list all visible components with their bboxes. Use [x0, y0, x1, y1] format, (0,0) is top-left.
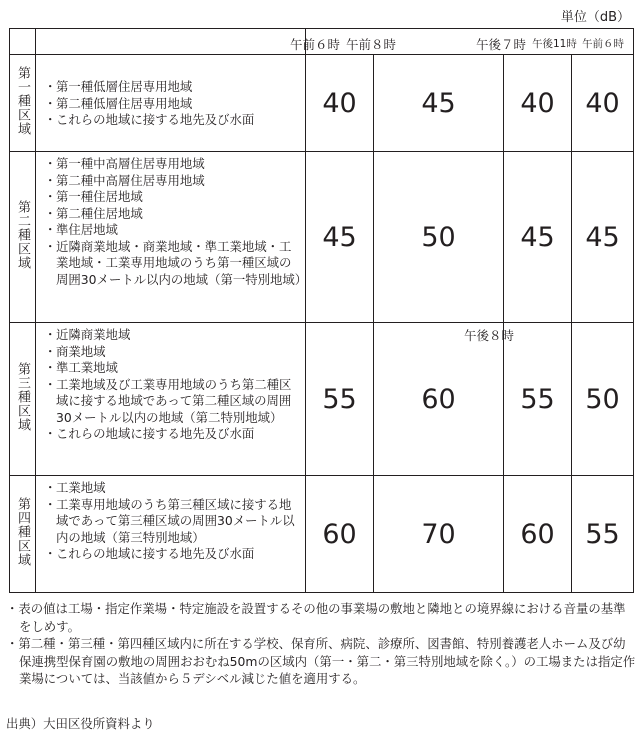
note-text: 表の値は工場・指定作業場・特定施設を設置するその他の事業場の敷地と隣地との境界線における音量の基準をしめす。: [18, 601, 626, 634]
area-item: ・ 第二種住居地域: [44, 206, 301, 223]
area-list: [44, 79, 301, 129]
notes: [6, 600, 636, 688]
value-morning: 40: [306, 55, 374, 152]
area-item: ・ これらの地域に接する地先及び水面: [44, 112, 301, 129]
note-item: ・表の値は工場・指定作業場・特定施設を設置するその他の事業場の敷地と隣地との境界線における音量の基準をしめす。: [6, 601, 626, 634]
area-list: [44, 156, 308, 288]
area-item: ・ 工業専用地域のうち第三種区域に接する地域であって第三種区域の周囲30メートル以内の地域（第三特別地域）: [44, 497, 301, 547]
zone3-evening-start-time: 午後８時: [464, 328, 515, 343]
area-item: ・ 工業地域及び工業専用地域のうち第二種区域に接する地域であって第二種区域の周囲30メートル以内の地域（第二特別地域）: [44, 377, 301, 427]
value-morning: 60: [306, 476, 374, 593]
zone-label-cell: [10, 152, 36, 323]
time-header-row: [10, 29, 634, 55]
note-item: ・第二種・第三種・第四種区域内に所在する学校、保育所、病院、診療所、図書館、特別養護老人ホーム及び幼保連携型保育園の敷地の周囲おおむね50mの区域内（第一・第二・第三特別地域を除く。）の工場または指定作業場については、当該値から５デシベル減じた値を適用する。: [6, 636, 636, 686]
area-item: ・ 第一種住居地域: [44, 189, 301, 206]
time-day-start: 午前８時: [346, 37, 397, 52]
time-night-start: 午後11時: [532, 38, 577, 50]
corner-cell: [10, 29, 36, 55]
area-item: ・ 第一種低層住居専用地域: [44, 79, 301, 96]
zone-row-4: [10, 476, 634, 593]
area-item: ・ 商業地域: [44, 344, 301, 361]
value-night: 55: [572, 476, 634, 593]
value-night: 50: [572, 323, 634, 476]
value-day: 70: [374, 476, 504, 593]
zone-label-cell: [10, 323, 36, 476]
zone-label: 第三種区域: [15, 362, 30, 432]
area-header-cell: [36, 29, 306, 55]
zone-row-1: [10, 55, 634, 152]
zone-label-cell: [10, 55, 36, 152]
area-list: [44, 480, 301, 563]
note-text: 第二種・第三種・第四種区域内に所在する学校、保育所、病院、診療所、図書館、特別養護老人ホーム及び幼保連携型保育園の敷地の周囲おおむね50mの区域内（第一・第二・第三特別地域を除く。）の工場または指定作業場については、当該値から５デシベル減じた値を適用する。: [18, 636, 636, 686]
value-evening: 40: [504, 55, 572, 152]
unit-label: 単位（dB）: [560, 10, 630, 25]
area-cell: [36, 323, 306, 476]
time-header-cell: [290, 29, 634, 55]
value-evening: 45: [504, 152, 572, 323]
time-night-end: 午前６時: [582, 38, 624, 50]
value-night: 45: [572, 152, 634, 323]
value-day: [374, 323, 504, 476]
zone-row-3: [10, 323, 634, 476]
area-list: [44, 327, 301, 443]
area-item: ・ これらの地域に接する地先及び水面: [44, 426, 301, 443]
area-item: ・ 近隣商業地域・商業地域・準工業地域・工業地域・工業専用地域のうち第一種区域の周囲30メートル以内の地域（第一特別地域）: [44, 239, 301, 289]
value-night: 40: [572, 55, 634, 152]
area-cell: [36, 152, 306, 323]
value-morning: 45: [306, 152, 374, 323]
zone-label-cell: [10, 476, 36, 593]
area-item: ・ 準工業地域: [44, 360, 301, 377]
time-evening-start: 午後７時: [476, 37, 527, 52]
value-day: 45: [374, 55, 504, 152]
value-day: 50: [374, 152, 504, 323]
area-cell: [36, 55, 306, 152]
value-day-text: 60: [421, 383, 456, 415]
area-item: ・ 準住居地域: [44, 222, 301, 239]
noise-standards-table: [9, 28, 634, 593]
value-evening-text: 55: [520, 383, 555, 415]
area-cell: [36, 476, 306, 593]
value-evening: [464, 323, 572, 476]
area-item: ・ 第一種中高層住居専用地域: [44, 156, 301, 173]
zone-row-2: [10, 152, 634, 323]
zone-label: 第一種区域: [15, 66, 30, 136]
source-citation: 出典）大田区役所資料より: [6, 716, 155, 731]
area-item: ・ 第二種中高層住居専用地域: [44, 173, 301, 190]
area-item: ・ 第二種低層住居専用地域: [44, 96, 301, 113]
area-item: ・ これらの地域に接する地先及び水面: [44, 546, 301, 563]
value-morning: 55: [306, 323, 374, 476]
time-morning-start: 午前６時: [290, 37, 341, 52]
area-item: ・ 工業地域: [44, 480, 301, 497]
zone-label: 第四種区域: [15, 497, 30, 567]
zone-label: 第二種区域: [15, 200, 30, 270]
value-evening: 60: [504, 476, 572, 593]
area-item: ・ 近隣商業地域: [44, 327, 301, 344]
